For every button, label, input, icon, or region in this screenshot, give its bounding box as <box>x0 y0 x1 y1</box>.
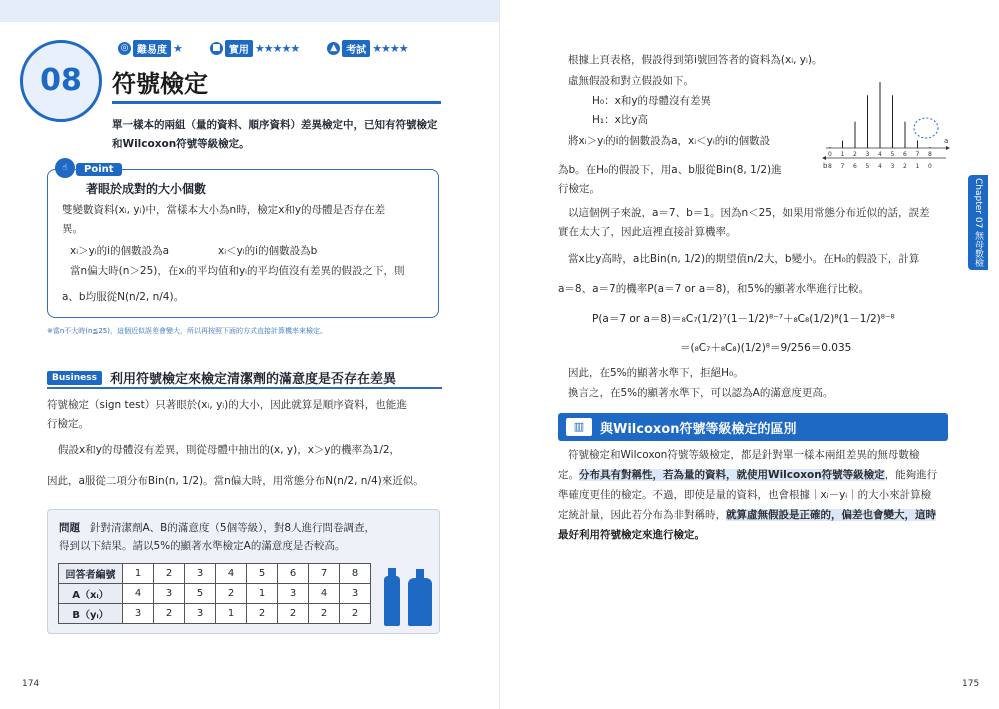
business-line-3: 假設x和y的母體沒有差異，則從母體中抽出的(x, y)，x＞y的機率為1/2， <box>58 444 401 456</box>
business-rule <box>47 387 442 389</box>
footnote: ※當n不大時(n≦25)，這個近似誤差會變大，所以再按照下面的方式直接計算機率來檢定。 <box>47 327 327 335</box>
rating-tags <box>118 40 408 57</box>
table-header-label: 回答者編號 <box>59 564 123 584</box>
table-cell: 2 <box>247 604 278 624</box>
axis-b-tick-label: 6 <box>853 163 857 170</box>
table-cell: 1 <box>216 604 247 624</box>
chapter-number: 08 <box>20 40 102 122</box>
wilcoxon-line-1: 符號檢定和Wilcoxon符號等級檢定，都是針對單一樣本兩組差異的無母數檢 <box>568 449 920 461</box>
axis-a-label: a <box>944 137 949 145</box>
table-cell: 3 <box>185 604 216 624</box>
wilcoxon-line-2 <box>558 466 937 484</box>
table-cell: 6 <box>278 564 309 584</box>
wilcoxon-title: 與Wilcoxon符號等級檢定的區別 <box>600 421 797 437</box>
exam-tag <box>327 40 407 57</box>
table-cell: 2 <box>340 604 371 624</box>
point-line-2: 異。 <box>62 223 83 235</box>
exam-stars: ★★★★ <box>372 42 408 55</box>
axis-a-tick-label: 0 <box>828 151 832 158</box>
graduation-cap-icon: ▲ <box>327 42 340 55</box>
hand-icon: ☝ <box>55 158 75 178</box>
point-title: 著眼於成對的大小個數 <box>86 182 207 196</box>
table-cell: 3 <box>123 604 154 624</box>
row-b-label: B（yᵢ） <box>59 604 123 624</box>
axis-b-tick-label: 3 <box>890 163 895 170</box>
probability-formula-1: P(a＝7 or a＝8)＝₈C₇(1/2)⁷(1－1/2)⁸⁻⁷＋₈C₈(1/2)⁸(1－1/2)⁸⁻⁸ <box>592 313 895 325</box>
table-cell: 2 <box>278 604 309 624</box>
briefcase-icon: ■ <box>210 42 223 55</box>
table-cell: 1 <box>247 584 278 604</box>
wilcoxon-header <box>558 413 948 441</box>
axis-b-tick-label: 4 <box>878 163 882 170</box>
business-title: 利用符號檢定來檢定清潔劑的滿意度是否存在差異 <box>109 372 396 387</box>
table-cell: 4 <box>309 584 340 604</box>
table-cell: 2 <box>154 564 185 584</box>
page-title: 符號檢定 <box>112 70 208 98</box>
axis-a-tick-label: 5 <box>890 151 895 158</box>
wilcoxon-line-2c: ，能夠進行 <box>884 469 938 481</box>
point-line-3a: xᵢ＞yᵢ的i的個數設為a <box>70 245 170 257</box>
right-para-11: 換言之，在5%的顯著水準下，可以認為A的滿意度更高。 <box>568 387 834 399</box>
bottle-b-icon <box>408 578 432 626</box>
page-number-left: 174 <box>22 679 40 689</box>
left-page <box>0 0 499 709</box>
right-para-1: 根據上頁表格，假設得到第i號回答者的資料為(xᵢ, yᵢ)。 <box>568 54 823 66</box>
axis-b-tick-label: 7 <box>840 163 845 170</box>
right-para-7: 實在太大了，因此這裡直接計算機率。 <box>558 226 737 238</box>
bottle-a-icon <box>384 576 400 626</box>
table-cell: 2 <box>309 604 340 624</box>
right-para-9: a＝8、a＝7的機率P(a＝7 or a＝8)，和5%的顯著水準進行比較。 <box>558 283 870 295</box>
problem-label: 問題 <box>59 522 80 534</box>
point-line-5: a、b均服從N(n/2, n/4)。 <box>62 291 185 303</box>
table-cell: 3 <box>340 584 371 604</box>
table-cell: 3 <box>185 564 216 584</box>
table-row <box>59 604 371 624</box>
tail-highlight <box>914 118 938 138</box>
right-para-8: 當x比y高時，a比Bin(n, 1/2)的期望值n/2大，b變小。在H₀的假設下，計算 <box>568 253 920 265</box>
bottle-a-cap-icon <box>388 568 396 576</box>
axis-b-tick-label: 5 <box>865 163 870 170</box>
right-para-2: 虛無假設和對立假設如下。 <box>568 75 694 87</box>
top-band <box>0 0 499 22</box>
chapter-side-tab: Chapter 07 無母數檢定 <box>968 175 988 270</box>
table-cell: 3 <box>154 584 185 604</box>
book-icon: ▥ <box>566 418 592 436</box>
axis-b-label: b <box>823 162 828 170</box>
table-cell: 2 <box>154 604 185 624</box>
target-icon: ◎ <box>118 42 131 55</box>
point-badge: Point <box>76 163 122 176</box>
axis-a-tick-label: 8 <box>928 151 932 158</box>
practical-label: 實用 <box>225 40 253 57</box>
axis-a-tick-label: 6 <box>903 151 907 158</box>
axis-a-arrow-icon <box>946 146 950 150</box>
business-header <box>47 368 396 387</box>
wilcoxon-line-5: 最好利用符號檢定來進行檢定。 <box>558 529 705 541</box>
axis-a-tick-label: 4 <box>878 151 882 158</box>
wilcoxon-line-2a: 定。 <box>558 469 579 481</box>
table-row <box>59 584 371 604</box>
problem-body: 針對清潔劑A、B的滿意度（5個等級），對8人進行問卷調查，得到以下結果。請以5%的顯著水準檢定A的滿意度是否較高。 <box>59 522 375 552</box>
practical-stars: ★★★★★ <box>254 42 300 55</box>
table-cell: 4 <box>123 584 154 604</box>
table-cell: 8 <box>340 564 371 584</box>
table-cell: 3 <box>278 584 309 604</box>
business-badge: Business <box>47 371 102 385</box>
axis-b-tick-label: 8 <box>828 163 832 170</box>
intro-text: 單一樣本的兩組（量的資料、順序資料）差異檢定中，已知有符號檢定和Wilcoxon符號等級檢定。 <box>112 119 438 150</box>
right-para-4: 為b。在H₀的假設下，用a、b服從Bin(8, 1/2)進 <box>558 164 782 176</box>
table-cell: 7 <box>309 564 340 584</box>
table-cell: 1 <box>123 564 154 584</box>
business-line-4: 因此，a服從二項分布Bin(n, 1/2)。當n偏大時，用常態分布N(n/2, n/4)來近似。 <box>47 475 424 487</box>
axis-a-tick-label: 7 <box>915 151 920 158</box>
binomial-chart <box>822 70 952 180</box>
score-table <box>58 563 371 624</box>
difficulty-label: 難易度 <box>133 40 171 57</box>
axis-a-tick-label: 3 <box>865 151 870 158</box>
business-line-2: 行檢定。 <box>47 418 89 430</box>
probability-formula-2: ＝(₈C₇＋₈C₈)(1/2)⁸＝9/256＝0.035 <box>680 342 852 354</box>
page-number-right: 175 <box>962 679 980 689</box>
exam-label: 考試 <box>342 40 370 57</box>
axis-b-tick-label: 2 <box>903 163 907 170</box>
right-page <box>499 0 999 709</box>
point-line-1: 雙變數資料(xᵢ, yᵢ)中，當樣本大小為n時，檢定x和y的母體是否存在差 <box>62 204 386 216</box>
axis-a-ticks <box>828 151 932 158</box>
wilcoxon-line-2b: 分布具有對稱性，若為量的資料，就使用Wilcoxon符號等級檢定 <box>579 469 885 481</box>
table-cell: 5 <box>185 584 216 604</box>
axis-b-arrow-icon <box>822 156 826 160</box>
right-para-3: 將xᵢ＞yᵢ的i的個數設為a，xᵢ＜yᵢ的i的個數設 <box>568 135 771 147</box>
wilcoxon-line-3: 準確度更佳的檢定。不過，即使是量的資料，也會根據｜xᵢ－yᵢ｜的大小來計算檢 <box>558 489 932 501</box>
detergent-bottles <box>380 560 436 626</box>
axis-b-ticks <box>828 163 932 170</box>
problem-text <box>59 519 379 555</box>
table-cell: 5 <box>247 564 278 584</box>
table-cell: 4 <box>216 564 247 584</box>
alt-hypothesis: H₁：x比y高 <box>592 114 649 126</box>
table-row <box>59 564 371 584</box>
bottle-b-cap-icon <box>416 569 424 578</box>
wilcoxon-line-4b: 就算虛無假設是正確的，偏差也會變大，這時 <box>726 509 936 521</box>
point-line-4: 當n偏大時(n＞25)，在xᵢ的平均值和yᵢ的平均值沒有差異的假設之下，則 <box>70 265 405 277</box>
axis-a-tick-label: 2 <box>853 151 857 158</box>
practical-tag <box>210 40 299 57</box>
difficulty-stars: ★ <box>173 42 182 55</box>
chart-bars <box>830 82 930 148</box>
table-cell: 2 <box>216 584 247 604</box>
difficulty-tag <box>118 40 182 57</box>
title-rule <box>112 101 441 104</box>
wilcoxon-line-4a: 定統計量，因此若分布為非對稱時， <box>558 509 726 521</box>
row-a-label: A（xᵢ） <box>59 584 123 604</box>
right-para-6: 以這個例子來說，a＝7、b＝1。因為n＜25，如果用常態分布近似的話，誤差 <box>568 207 930 219</box>
axis-a-tick-label: 1 <box>840 151 845 158</box>
axis-b-tick-label: 0 <box>928 163 932 170</box>
right-para-10: 因此，在5%的顯著水準下，拒絕H₀。 <box>568 367 744 379</box>
business-line-1: 符號檢定（sign test）只著眼於(xᵢ, yᵢ)的大小，因此就算是順序資料，也能進 <box>47 399 407 411</box>
wilcoxon-line-4 <box>558 506 936 524</box>
null-hypothesis: H₀：x和y的母體沒有差異 <box>592 95 712 107</box>
axis-b-tick-label: 1 <box>915 163 920 170</box>
right-para-5: 行檢定。 <box>558 183 600 195</box>
point-line-3b: xᵢ＜yᵢ的i的個數設為b <box>218 245 318 257</box>
